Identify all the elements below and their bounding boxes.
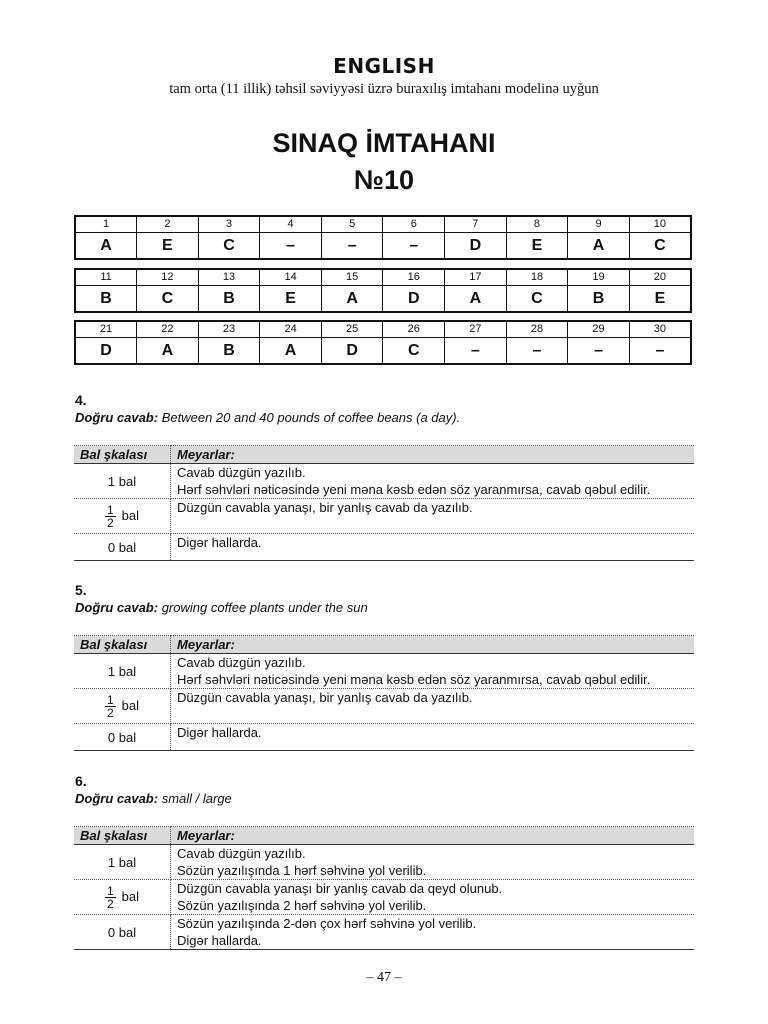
correct-answer-line (75, 410, 460, 425)
criteria-header: Meyarlar: (171, 446, 695, 464)
answer-letter: A (568, 233, 630, 260)
answer-letter: D (100, 342, 112, 359)
question-number: 5 (321, 216, 383, 233)
answer-key-answers (75, 338, 691, 365)
exam-number: №10 (353, 165, 415, 195)
criteria-header: Meyarlar: (171, 636, 695, 654)
score-unit: bal (121, 888, 140, 904)
rubric-table-q4 (74, 445, 694, 561)
answer-letter: B (198, 286, 260, 313)
answer-key-answers (75, 233, 691, 260)
answer-letter: B (198, 338, 260, 365)
answer-letter: E (137, 233, 199, 260)
half-fraction (105, 504, 116, 529)
question-number: 14 (260, 269, 322, 286)
fraction-numerator: 1 (106, 883, 114, 898)
question-number: 2 (137, 216, 199, 233)
criteria-line: Düzgün cavabla yanaşı, bir yanlış cavab da yazılıb. (177, 500, 473, 515)
question-number: 17 (445, 269, 507, 286)
answer-letter: E (260, 286, 322, 313)
criteria-line: Digər hallarda. (177, 725, 262, 740)
answer-letter: D (383, 286, 445, 313)
score-cell: 1 bal (74, 845, 171, 880)
rubric-row (74, 499, 694, 534)
criteria-line: Sözün yazılışında 1 hərf səhvinə yol verilib. (177, 863, 427, 878)
fraction-denominator: 2 (106, 515, 114, 530)
rubric-row (74, 689, 694, 724)
scale-header: Bal şkalası (74, 446, 171, 464)
question-number: 24 (260, 321, 322, 338)
rubric-row (74, 915, 694, 950)
answer-letter: – (568, 338, 630, 365)
question-number: 21 (75, 321, 137, 338)
answer-letter: B (568, 286, 630, 313)
question-number: 19 (568, 269, 630, 286)
criteria-line: Cavab düzgün yazılıb. (177, 846, 306, 861)
question-number: 12 (137, 269, 199, 286)
answer-key-table-1 (74, 215, 692, 260)
answer-key-table-3 (74, 320, 692, 365)
answer-letter: C (506, 286, 568, 313)
rubric-table-q5 (74, 635, 694, 751)
subtitle: tam orta (11 illik) təhsil səviyyəsi üzrə buraxılış imtahanı modelinə uyğun (169, 81, 599, 97)
question-number: 9 (568, 216, 630, 233)
score-cell: 0 bal (74, 915, 171, 950)
fraction-denominator: 2 (106, 705, 114, 720)
answer-letter: – (321, 233, 383, 260)
criteria-cell (171, 845, 695, 880)
half-fraction (105, 694, 116, 719)
half-fraction (105, 885, 116, 910)
answer-letter: D (321, 338, 383, 365)
score-unit: bal (121, 697, 140, 713)
answer-letter: – (260, 233, 322, 260)
answer-letter: B (100, 290, 112, 307)
question-number: 20 (629, 269, 691, 286)
answer-letter: E (506, 233, 568, 260)
fraction-denominator: 2 (106, 896, 114, 911)
criteria-cell (171, 464, 695, 499)
score-unit: bal (121, 507, 140, 523)
correct-answer-label: Doğru cavab: (75, 791, 159, 806)
answer-letter: A (321, 286, 383, 313)
question-number: 16 (383, 269, 445, 286)
question-number: 15 (321, 269, 383, 286)
criteria-line: Digər hallarda. (177, 535, 262, 550)
subject-title: ENGLISH (333, 54, 435, 78)
criteria-header: Meyarlar: (171, 827, 695, 845)
question-number: 10 (629, 216, 691, 233)
answer-letter: C (383, 338, 445, 365)
answer-letter: – (629, 338, 691, 365)
answer-letter: A (137, 338, 199, 365)
criteria-cell (171, 534, 695, 561)
criteria-line: Sözün yazılışında 2-dən çox hərf səhvinə yol verilib. (177, 916, 477, 931)
question-number: 29 (568, 321, 630, 338)
rubric-header (74, 636, 694, 654)
answer-key-numbers (75, 321, 691, 338)
correct-answer-label: Doğru cavab: (75, 410, 159, 425)
question-number: 30 (629, 321, 691, 338)
answer-letter: – (506, 338, 568, 365)
question-number: 13 (198, 269, 260, 286)
correct-answer-text: growing coffee plants under the sun (161, 600, 368, 615)
correct-answer-text: small / large (161, 791, 232, 806)
criteria-cell (171, 499, 695, 534)
answer-letter: – (383, 233, 445, 260)
rubric-row (74, 845, 694, 880)
criteria-line: Sözün yazılışında 2 hərf səhvinə yol verilib. (177, 898, 427, 913)
criteria-line: Düzgün cavabla yanaşı bir yanlış cavab da qeyd olunub. (177, 881, 503, 896)
criteria-cell (171, 915, 695, 950)
answer-letter: E (629, 286, 691, 313)
page-number: – 47 – (366, 970, 402, 985)
answer-letter: – (445, 338, 507, 365)
question-number: 3 (198, 216, 260, 233)
rubric-row (74, 654, 694, 689)
fraction-numerator: 1 (106, 692, 114, 707)
criteria-line: Düzgün cavabla yanaşı, bir yanlış cavab da yazılıb. (177, 690, 473, 705)
answer-letter: A (260, 338, 322, 365)
criteria-cell (171, 880, 695, 915)
answer-letter: D (445, 233, 507, 260)
rubric-row (74, 880, 694, 915)
answer-key-table-2 (74, 268, 692, 313)
answer-letter: A (100, 237, 112, 254)
correct-answer-label: Doğru cavab: (75, 600, 159, 615)
answer-key-answers (75, 286, 691, 313)
score-cell: 0 bal (74, 724, 171, 751)
question-number: 26 (383, 321, 445, 338)
scale-header: Bal şkalası (74, 827, 171, 845)
question-number: 8 (506, 216, 568, 233)
question-number-heading: 6. (75, 773, 87, 789)
rubric-table-q6 (74, 826, 694, 950)
criteria-line: Hərf səhvləri nəticəsində yeni məna kəsb edən söz yaranmırsa, cavab qəbul edilir. (177, 672, 651, 687)
correct-answer-line (75, 600, 368, 615)
question-number: 28 (506, 321, 568, 338)
criteria-line: Hərf səhvləri nəticəsində yeni məna kəsb edən söz yaranmırsa, cavab qəbul edilir. (177, 482, 651, 497)
fraction-numerator: 1 (106, 502, 114, 517)
answer-letter: C (137, 286, 199, 313)
rubric-row (74, 534, 694, 561)
score-cell (74, 689, 171, 724)
score-cell (74, 499, 171, 534)
answer-letter: A (445, 286, 507, 313)
question-number: 11 (75, 269, 137, 286)
question-number-heading: 5. (75, 582, 87, 598)
question-number: 18 (506, 269, 568, 286)
criteria-cell (171, 689, 695, 724)
question-number: 22 (137, 321, 199, 338)
correct-answer-line (75, 791, 232, 806)
criteria-cell (171, 724, 695, 751)
question-number: 7 (445, 216, 507, 233)
criteria-line: Digər hallarda. (177, 933, 262, 948)
answer-key-numbers (75, 269, 691, 286)
question-number: 23 (198, 321, 260, 338)
rubric-header (74, 827, 694, 845)
question-number: 27 (445, 321, 507, 338)
correct-answer-text: Between 20 and 40 pounds of coffee beans (a day). (161, 410, 461, 425)
score-cell: 1 bal (74, 654, 171, 689)
question-number: 25 (321, 321, 383, 338)
score-cell: 1 bal (74, 464, 171, 499)
question-number: 6 (383, 216, 445, 233)
scale-header: Bal şkalası (74, 636, 171, 654)
score-cell (74, 880, 171, 915)
question-number: 4 (260, 216, 322, 233)
rubric-header (74, 446, 694, 464)
rubric-row (74, 464, 694, 499)
question-number: 1 (75, 216, 137, 233)
criteria-line: Cavab düzgün yazılıb. (177, 465, 306, 480)
rubric-row (74, 724, 694, 751)
score-cell: 0 bal (74, 534, 171, 561)
answer-key-numbers (75, 216, 691, 233)
answer-letter: C (629, 233, 691, 260)
criteria-line: Cavab düzgün yazılıb. (177, 655, 306, 670)
exam-title: SINAQ İMTAHANI (272, 128, 496, 158)
question-number-heading: 4. (75, 392, 87, 408)
answer-letter: C (198, 233, 260, 260)
criteria-cell (171, 654, 695, 689)
